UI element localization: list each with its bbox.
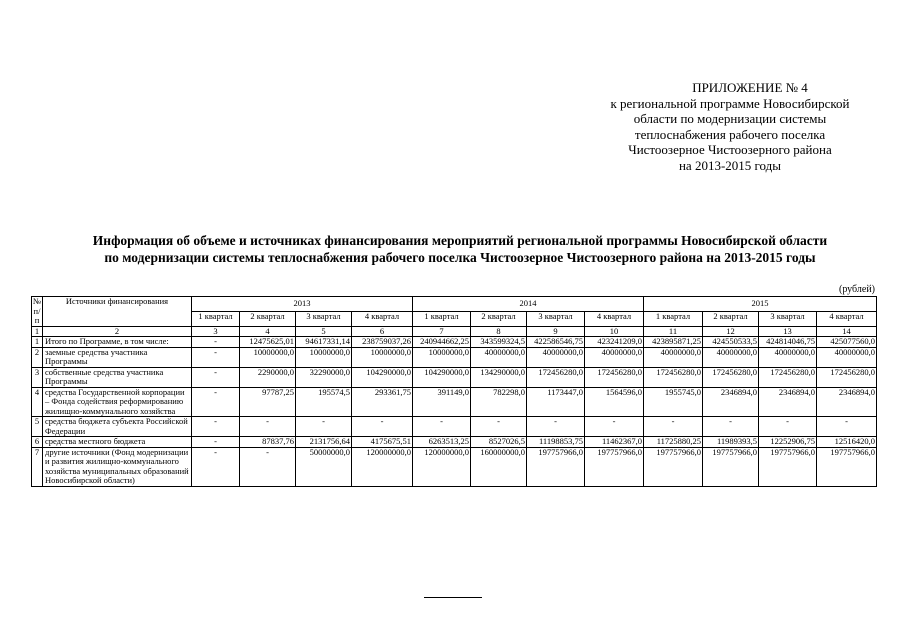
header-quarter: 4 квартал — [352, 311, 413, 326]
amount-cell: 134290000,0 — [471, 367, 527, 387]
amount-cell: 10000000,0 — [352, 347, 413, 367]
amount-cell: - — [471, 417, 527, 437]
amount-cell: 10000000,0 — [240, 347, 296, 367]
amount-cell: - — [240, 447, 296, 486]
table-row — [32, 437, 877, 448]
amount-cell: - — [192, 417, 240, 437]
amount-cell: - — [413, 417, 471, 437]
header-quarter: 4 квартал — [585, 311, 644, 326]
footer-line — [424, 597, 482, 598]
column-number: 1 — [32, 326, 43, 337]
column-number: 14 — [817, 326, 877, 337]
amount-cell: 12516420,0 — [817, 437, 877, 448]
amount-cell: 424814046,75 — [759, 337, 817, 348]
financing-table — [31, 296, 877, 487]
amount-cell: 422586546,75 — [527, 337, 585, 348]
amount-cell: 424550533,5 — [703, 337, 759, 348]
header-num: № п/п — [33, 296, 42, 325]
amount-cell: 1564596,0 — [585, 387, 644, 417]
document-title-line: Информация об объеме и источниках финансирования мероприятий региональной программы Новосибирской области — [92, 233, 828, 248]
amount-cell: 94617331,14 — [296, 337, 352, 348]
amount-cell: 197757966,0 — [703, 447, 759, 486]
document-title-line: по модернизации системы теплоснабжения рабочего поселка Чистоозерное Чистоозерного района на 2013-2015 годы — [104, 250, 816, 265]
amount-cell: 11725880,25 — [644, 437, 703, 448]
appendix-line: теплоснабжения рабочего поселка — [634, 126, 826, 142]
amount-cell: 11989393,5 — [703, 437, 759, 448]
amount-cell: - — [585, 417, 644, 437]
amount-cell: 391149,0 — [413, 387, 471, 417]
amount-cell: 197757966,0 — [817, 447, 877, 486]
amount-cell: 6263513,25 — [413, 437, 471, 448]
column-number: 10 — [585, 326, 644, 337]
column-number: 2 — [43, 326, 192, 337]
row-number: 3 — [32, 367, 43, 387]
column-number: 5 — [296, 326, 352, 337]
amount-cell: 423895871,25 — [644, 337, 703, 348]
amount-cell: 97787,25 — [240, 387, 296, 417]
row-source-label: собственные средства участника Программы — [43, 367, 192, 387]
amount-cell: 172456280,0 — [527, 367, 585, 387]
amount-cell: - — [192, 447, 240, 486]
amount-cell: 4175675,51 — [352, 437, 413, 448]
amount-cell: 172456280,0 — [585, 367, 644, 387]
appendix-header — [560, 80, 900, 174]
amount-cell: 40000000,0 — [471, 347, 527, 367]
amount-cell: 1173447,0 — [527, 387, 585, 417]
header-quarter: 3 квартал — [527, 311, 585, 326]
amount-cell: 8527026,5 — [471, 437, 527, 448]
amount-cell: 238759037,26 — [352, 337, 413, 348]
amount-cell: 197757966,0 — [759, 447, 817, 486]
amount-cell: 197757966,0 — [527, 447, 585, 486]
amount-cell: 50000000,0 — [296, 447, 352, 486]
appendix-line: области по модернизации системы — [633, 111, 827, 127]
amount-cell: 32290000,0 — [296, 367, 352, 387]
column-number: 8 — [471, 326, 527, 337]
amount-cell: 293361,75 — [352, 387, 413, 417]
column-number: 13 — [759, 326, 817, 337]
amount-cell: 2346894,0 — [759, 387, 817, 417]
amount-cell: - — [703, 417, 759, 437]
header-quarter: 3 квартал — [296, 311, 352, 326]
row-number: 6 — [32, 437, 43, 448]
amount-cell: - — [192, 337, 240, 348]
column-number: 3 — [192, 326, 240, 337]
amount-cell: 782298,0 — [471, 387, 527, 417]
header-quarter: 2 квартал — [240, 311, 296, 326]
amount-cell: - — [296, 417, 352, 437]
amount-cell: 10000000,0 — [296, 347, 352, 367]
amount-cell: 120000000,0 — [352, 447, 413, 486]
header-quarter: 2 квартал — [703, 311, 759, 326]
amount-cell: - — [759, 417, 817, 437]
header-source: Источники финансирования — [43, 297, 192, 327]
table-row — [32, 347, 877, 367]
row-source-label: средства бюджета субъекта Российской Федерации — [43, 417, 192, 437]
row-number: 5 — [32, 417, 43, 437]
table-row — [32, 447, 877, 486]
table-row — [32, 367, 877, 387]
amount-cell: 40000000,0 — [644, 347, 703, 367]
amount-cell: 120000000,0 — [413, 447, 471, 486]
amount-cell: 2346894,0 — [817, 387, 877, 417]
amount-cell: 172456280,0 — [759, 367, 817, 387]
amount-cell: 40000000,0 — [817, 347, 877, 367]
table-row — [32, 387, 877, 417]
amount-cell: 423241209,0 — [585, 337, 644, 348]
document-title — [20, 232, 900, 266]
row-number: 1 — [32, 337, 43, 348]
column-number: 6 — [352, 326, 413, 337]
appendix-line: на 2013-2015 годы — [678, 157, 782, 173]
amount-cell: 10000000,0 — [413, 347, 471, 367]
amount-cell: 40000000,0 — [527, 347, 585, 367]
amount-cell: 11198853,75 — [527, 437, 585, 448]
amount-cell: - — [192, 367, 240, 387]
amount-cell: 425077560,0 — [817, 337, 877, 348]
amount-cell: 172456280,0 — [703, 367, 759, 387]
amount-cell: 240944662,25 — [413, 337, 471, 348]
header-quarter: 4 квартал — [817, 311, 877, 326]
row-number: 7 — [32, 447, 43, 486]
amount-cell: 160000000,0 — [471, 447, 527, 486]
amount-cell: - — [644, 417, 703, 437]
row-source-label: средства Государственной корпорации – Фонда содействия реформированию жилищно-коммунального хозяйства — [43, 387, 192, 417]
amount-cell: 195574,5 — [296, 387, 352, 417]
amount-cell: 197757966,0 — [644, 447, 703, 486]
amount-cell: 2131756,64 — [296, 437, 352, 448]
row-number: 2 — [32, 347, 43, 367]
column-number: 9 — [527, 326, 585, 337]
amount-cell: 40000000,0 — [585, 347, 644, 367]
header-quarter: 1 квартал — [192, 311, 240, 326]
amount-cell: 11462367,0 — [585, 437, 644, 448]
row-number: 4 — [32, 387, 43, 417]
column-number: 4 — [240, 326, 296, 337]
header-year: 2014 — [413, 297, 644, 312]
amount-cell: 197757966,0 — [585, 447, 644, 486]
row-source-label: Итого по Программе, в том числе: — [43, 337, 192, 348]
amount-cell: 172456280,0 — [644, 367, 703, 387]
column-number: 12 — [703, 326, 759, 337]
amount-cell: - — [192, 437, 240, 448]
amount-cell: 40000000,0 — [703, 347, 759, 367]
amount-cell: - — [192, 387, 240, 417]
appendix-number: ПРИЛОЖЕНИЕ № 4 — [692, 80, 808, 95]
column-number: 7 — [413, 326, 471, 337]
amount-cell: - — [352, 417, 413, 437]
amount-cell: - — [192, 347, 240, 367]
amount-cell: - — [527, 417, 585, 437]
amount-cell: 1955745,0 — [644, 387, 703, 417]
amount-cell: - — [240, 417, 296, 437]
table-row — [32, 417, 877, 437]
header-year: 2015 — [644, 297, 877, 312]
row-source-label: средства местного бюджета — [43, 437, 192, 448]
appendix-line: Чистоозерное Чистоозерного района — [628, 142, 832, 158]
amount-cell: 12252906,75 — [759, 437, 817, 448]
amount-cell: 2290000,0 — [240, 367, 296, 387]
column-number: 11 — [644, 326, 703, 337]
amount-cell: - — [817, 417, 877, 437]
amount-cell: 172456280,0 — [817, 367, 877, 387]
header-quarter: 1 квартал — [413, 311, 471, 326]
row-source-label: заемные средства участника Программы — [43, 347, 192, 367]
header-year: 2013 — [192, 297, 413, 312]
amount-cell: 87837,76 — [240, 437, 296, 448]
unit-label: (рублей) — [838, 284, 875, 295]
amount-cell: 343599324,5 — [471, 337, 527, 348]
header-quarter: 3 квартал — [759, 311, 817, 326]
amount-cell: 40000000,0 — [759, 347, 817, 367]
row-source-label: другие источники (Фонд модернизации и развития жилищно-коммунального хозяйства муниципальных образований Новосибирской области) — [43, 447, 192, 486]
amount-cell: 104290000,0 — [352, 367, 413, 387]
header-quarter: 1 квартал — [644, 311, 703, 326]
appendix-line: к региональной программе Новосибирской — [610, 95, 850, 111]
table-row — [32, 337, 877, 348]
header-quarter: 2 квартал — [471, 311, 527, 326]
amount-cell: 104290000,0 — [413, 367, 471, 387]
amount-cell: 2346894,0 — [703, 387, 759, 417]
amount-cell: 12475625,01 — [240, 337, 296, 348]
